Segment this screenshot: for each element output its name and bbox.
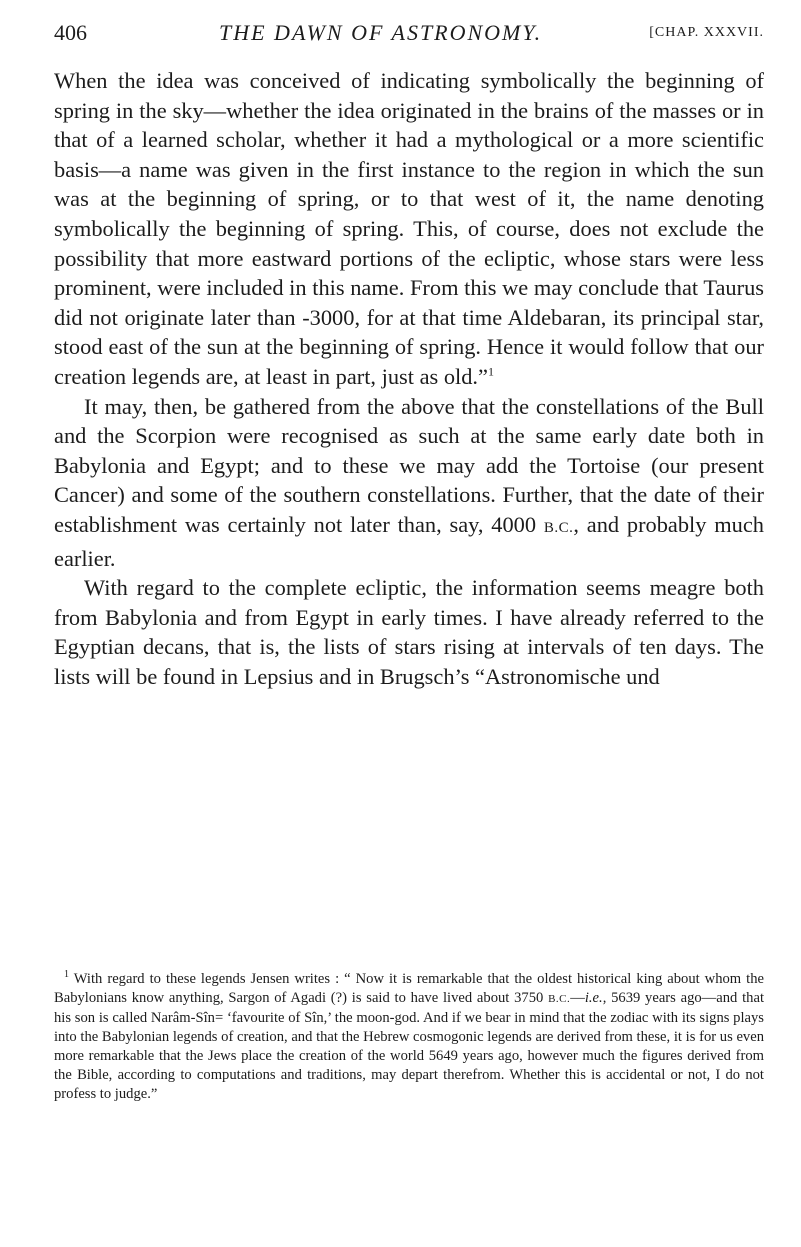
- footnote-reference[interactable]: 1: [487, 364, 494, 379]
- paragraph-2: [54, 392, 764, 574]
- footnote-mark: 1: [64, 969, 69, 981]
- footnote: [54, 970, 764, 1104]
- paragraph-1: [54, 66, 764, 392]
- paragraph-2-text-a: It may, then, be gathered from the above that the constellations of the Bull and the Scorpion were recognised as such at the same early date both in Babylonia and Egypt; and to these we may add the Tortoise (our present Cancer) and some of the southern constellations. Further, that the date of their establishment was certainly not later than, say, 4000: [54, 393, 764, 537]
- footnote-dash: —: [570, 990, 585, 1006]
- running-head: [54, 20, 764, 50]
- footnote-era: B.C.: [548, 993, 571, 1005]
- chapter-reference: [CHAP. XXXVII.: [649, 25, 764, 40]
- running-title: THE DAWN OF ASTRONOMY.: [219, 20, 543, 45]
- body-text: [54, 66, 764, 691]
- paragraph-3-text: With regard to the complete ecliptic, the information seems meagre both from Babylonia and from Egypt in early times. I have already referred to the Egyptian decans, that is, the lists of stars rising at intervals of ten days. The lists will be found in Lepsius and in Brugsch’s “Astronomische und: [54, 575, 764, 689]
- footnote-text-a: With regard to these legends Jensen writes : “ Now it is remarkable that the oldest historical king about whom the Babylonians know anything, Sargon of Agadi (?) is said to have lived about 3750: [54, 971, 764, 1006]
- footnote-text-b: , 5639 years ago—and that his son is called Narâm-Sîn= ‘favourite of Sîn,’ the moon-god. And if we bear in mind that the zodiac with its signs plays into the Babylonian legends of creation, and that the Hebrew cosmogonic legends are derived from these, it is for us even more remarkable that the Jews place the creation of the world 5649 years ago, however much the figures derived from the Bible, according to computations and traditions, may depart therefrom. Whether this is accidental or not, I do not profess to judge.”: [54, 990, 764, 1102]
- paragraph-3: [54, 573, 764, 691]
- paragraph-1-text: When the idea was conceived of indicating symbolically the beginning of spring in the sky—whether the idea originated in the brains of the masses or in that of a learned scholar, whether it had a mythological or a more scientific basis—a name was given in the first instance to the region in which the sun was at the beginning of spring, or to that west of it, the name denoting symbolically the beginning of spring. This, of course, does not exclude the possibility that more eastward portions of the ecliptic, whose stars were less prominent, were included in this name. From this we may conclude that Taurus did not originate later than -3000, for at that time Aldebaran, its principal star, stood east of the sun at the beginning of spring. Hence it would follow that our creation legends are, at least in part, just as old.”: [54, 68, 764, 389]
- era-abbreviation: B.C.: [543, 519, 574, 536]
- page-number: 406: [54, 20, 87, 45]
- footnote-ie: i.e.: [584, 990, 603, 1006]
- paragraph-2-text-b: , and probably much earlier.: [54, 511, 764, 571]
